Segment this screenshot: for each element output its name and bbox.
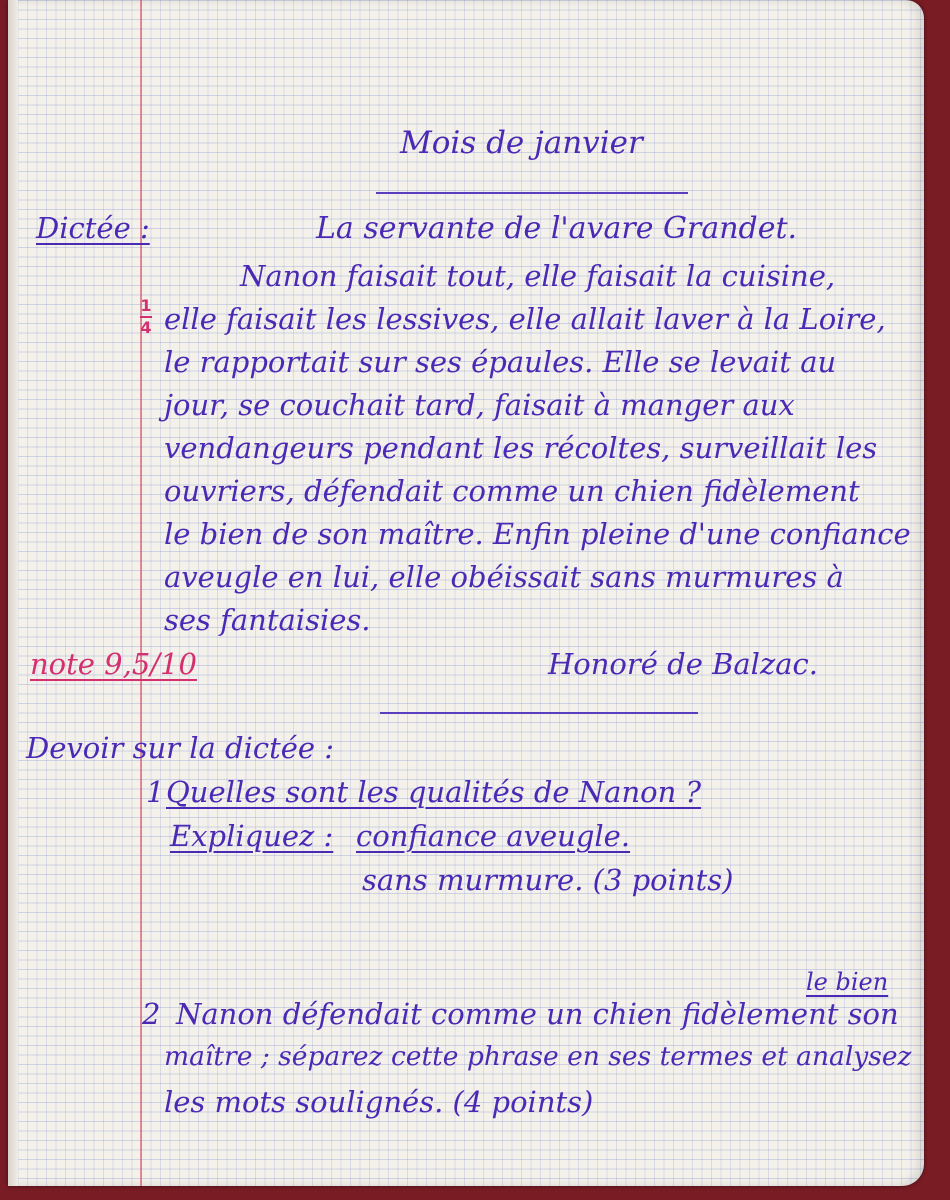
author: Honoré de Balzac. — [548, 647, 818, 681]
grade: note 9,5/10 — [30, 647, 197, 681]
question-2-line-1: Nanon défendait comme un chien fidèlement son — [176, 997, 899, 1031]
page-title: Mois de janvier — [400, 125, 643, 161]
score-denominator: 4 — [140, 318, 152, 337]
explain-item-2: sans murmure. (3 points) — [362, 863, 734, 897]
dictation-line-1: Nanon faisait tout, elle faisait la cuisine, — [240, 259, 836, 293]
notebook-binding — [8, 0, 18, 1186]
score-numerator: 1 — [140, 296, 152, 315]
dictation-label: Dictée : — [36, 211, 150, 245]
explain-item-1: confiance aveugle. — [356, 819, 631, 853]
question-2-number: 2 — [142, 997, 161, 1031]
dictation-line-2: elle faisait les lessives, elle allait laver à la Loire, — [164, 302, 886, 336]
question-2-insert: le bien — [806, 968, 889, 996]
homework-label: Devoir sur la dictée : — [26, 731, 335, 765]
dictation-heading: La servante de l'avare Grandet. — [316, 211, 798, 246]
dictation-line-5: vendangeurs pendant les récoltes, surveillait les — [164, 431, 878, 465]
notebook-page — [8, 0, 924, 1186]
dictation-line-3: le rapportait sur ses épaules. Elle se levait au — [164, 345, 837, 379]
question-2-line-2: maître ; séparez cette phrase en ses termes et analysez — [164, 1041, 912, 1072]
question-2-line-3: les mots soulignés. (4 points) — [164, 1085, 594, 1119]
dictation-line-4: jour, se couchait tard, faisait à manger aux — [164, 388, 795, 422]
section-rule — [380, 712, 698, 714]
explain-label: Expliquez : — [170, 819, 334, 853]
score-fraction — [140, 298, 152, 336]
dictation-line-8: aveugle en lui, elle obéissait sans murmures à — [164, 560, 844, 594]
dictation-line-9: ses fantaisies. — [164, 603, 371, 637]
question-1-number: 1 — [146, 775, 165, 809]
dictation-line-6: ouvriers, défendait comme un chien fidèlement — [164, 474, 860, 508]
question-1-text: Quelles sont les qualités de Nanon ? — [166, 775, 702, 809]
title-rule — [376, 192, 688, 194]
dictation-line-7: le bien de son maître. Enfin pleine d'une confiance — [164, 517, 911, 551]
